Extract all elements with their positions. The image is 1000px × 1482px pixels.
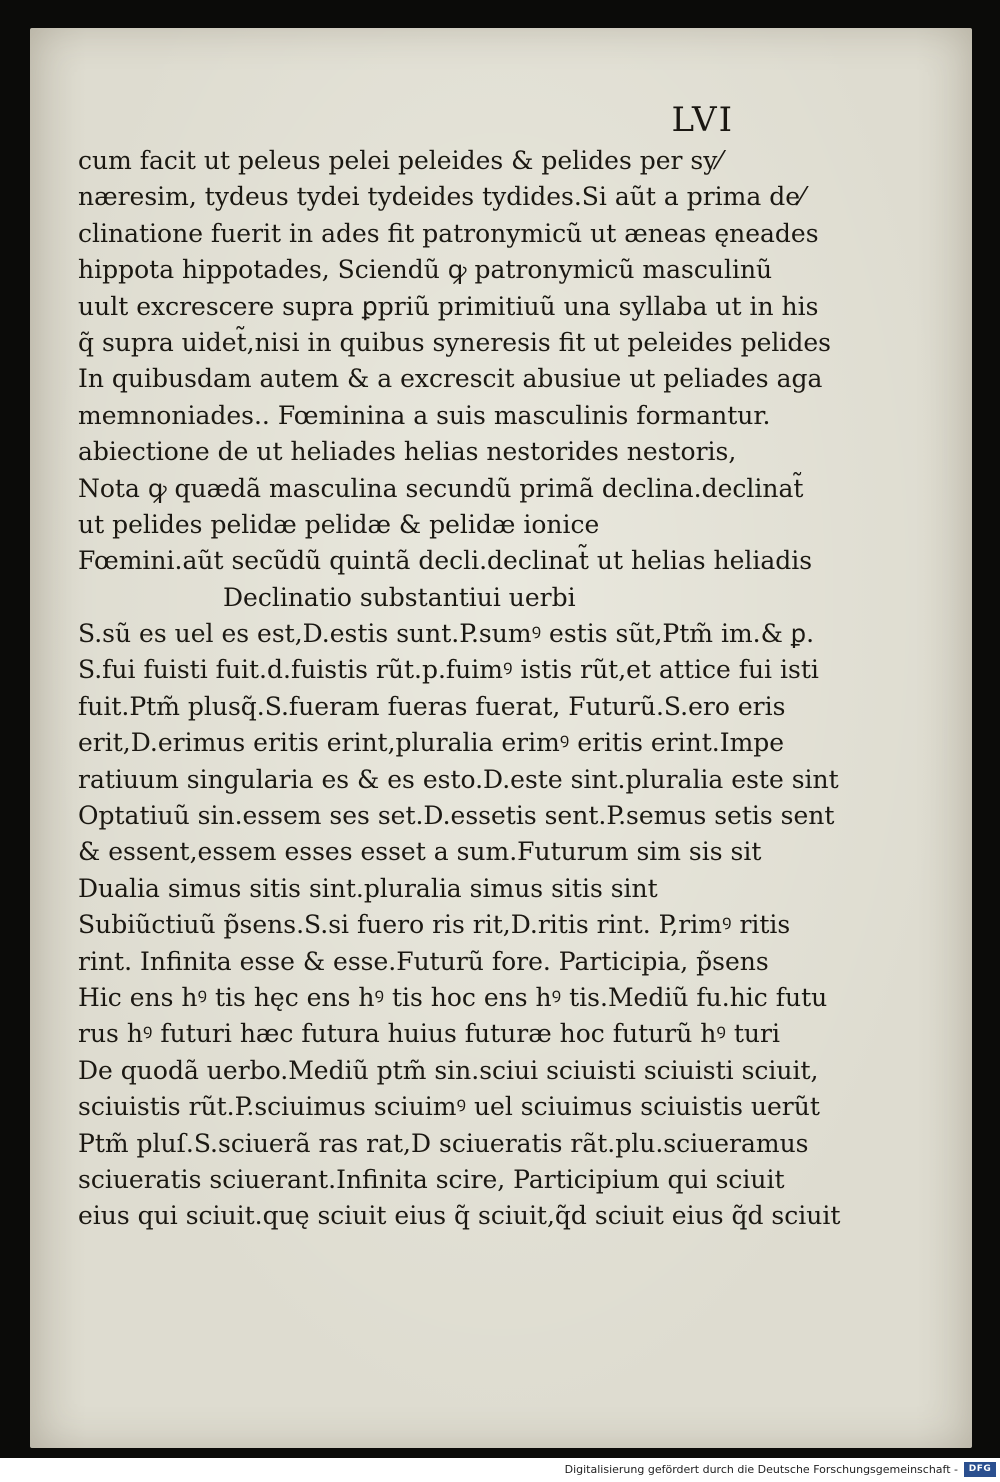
text-line: clinatione fuerit in ades fit patronymicũ ut æneas ęneades xyxy=(78,218,819,248)
text-line: eius qui sciuit.quę sciuit eius q̃ sciuit,q̃d sciuit eius q̃d sciuit xyxy=(78,1201,841,1231)
text-line: Optatiuũ sin.essem ses set.D.essetis sent.P.semus setis sent xyxy=(78,801,835,831)
section-heading: Declinatio substantiui uerbi xyxy=(223,582,576,612)
text-line: cum facit ut peleus pelei peleides & pelides per sy⁄ xyxy=(78,146,722,175)
text-line: rint. Infinita esse & esse.Futurũ fore. Participia, p̃sens xyxy=(78,946,769,976)
text-line: S.fui fuisti fuit.d.fuistis rũt.p.fuimꝰ istis rũt,et attice fui isti xyxy=(78,655,819,685)
text-line: Dualia simus sitis sint.pluralia simus sitis sint xyxy=(78,873,658,903)
text-line: Hic ens hꝰ tis hęc ens hꝰ tis hoc ens hꝰ tis.Mediũ fu.hic futu xyxy=(78,982,828,1012)
book-page xyxy=(30,28,972,1448)
text-line: De quodã uerbo.Mediũ ptm̃ sin.sciui sciuisti sciuisti sciuit, xyxy=(78,1055,819,1085)
text-line: Fœmini.aũt secũdũ quintã decli.declinat̃ ut helias heliadis xyxy=(78,546,813,576)
text-line: sciuistis rũt.P.sciuimus sciuimꝰ uel sciuimus sciuistis uerũt xyxy=(78,1092,820,1122)
text-line: ratiuum singularia es & es esto.D.este sint.pluralia este sint xyxy=(78,764,839,794)
text-line: erit,D.erimus eritis erint,pluralia erimꝰ eritis erint.Impe xyxy=(78,728,785,758)
text-line: S.sũ es uel es est,D.estis sunt.P.sumꝰ estis sũt,Ptm̃ im.& ꝑ. xyxy=(78,619,815,649)
dfg-logo: DFG xyxy=(964,1462,996,1477)
text-line: ut pelides pelidæ pelidæ & pelidæ ionice xyxy=(78,509,600,539)
footer-bar xyxy=(0,1458,1000,1482)
text-line: Subiũctiuũ p̃sens.S.si fuero ris rit,D.ritis rint. P,rimꝰ ritis xyxy=(78,910,791,940)
text-block xyxy=(78,143,841,1235)
folio-number: LVI xyxy=(671,100,734,140)
text-line: uult excrescere supra ꝑpriũ primitiuũ una syllaba ut in his xyxy=(78,291,819,321)
text-line: fuit.Ptm̃ plusq̃.S.fueram fueras fuerat, Futurũ.S.ero eris xyxy=(78,691,786,721)
text-line: q̃ supra uidet̃,nisi in quibus syneresis fit ut peleides pelides xyxy=(78,327,832,357)
text-line: Nota ꝙ quædã masculina secundũ primã declina.declinat̃ xyxy=(78,473,804,503)
text-line: sciueratis sciuerant.Infinita scire, Participium qui sciuit xyxy=(78,1164,785,1194)
text-line: rus hꝰ futuri hæc futura huius futuræ hoc futurũ hꝰ turi xyxy=(78,1019,780,1049)
text-line: Ptm̃ pluſ.S.sciuerã ras rat,D sciueratis rãt.plu.sciueramus xyxy=(78,1128,809,1158)
funding-credit: Digitalisierung gefördert durch die Deutsche Forschungsgemeinschaft - xyxy=(564,1463,958,1476)
text-line: abiectione de ut heliades helias nestorides nestoris, xyxy=(78,437,737,467)
text-line: hippota hippotades, Sciendũ ꝙ patronymicũ masculinũ xyxy=(78,255,773,285)
text-line: In quibusdam autem & a excrescit abusiue ut peliades aga xyxy=(78,364,823,394)
text-line: memnoniades.. Fœminina a suis masculinis formantur. xyxy=(78,400,771,430)
text-line: & essent,essem esses esset a sum.Futurum sim sis sit xyxy=(78,837,762,867)
text-line: næresim, tydeus tydei tydeides tydides.Si aũt a prima de⁄ xyxy=(78,182,805,212)
